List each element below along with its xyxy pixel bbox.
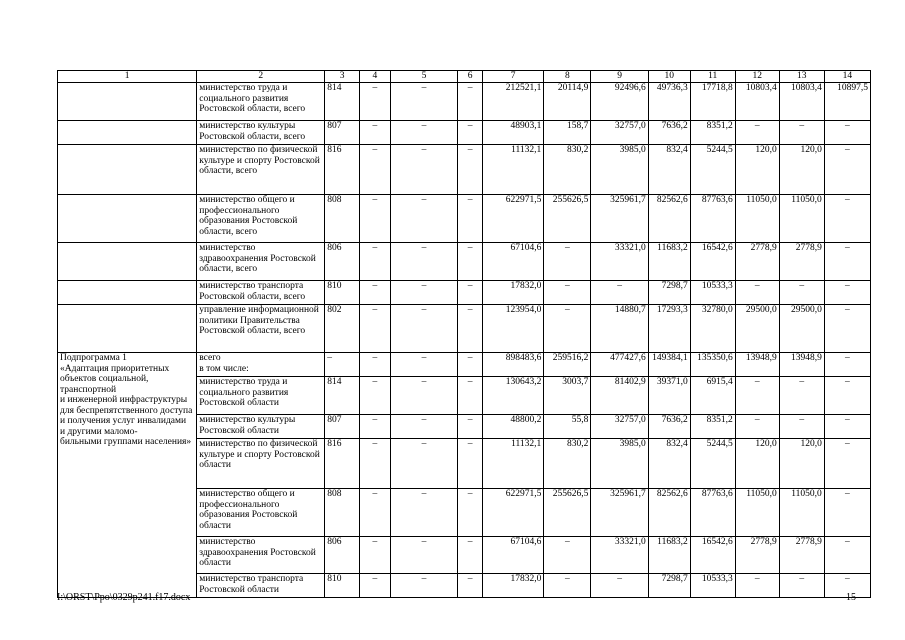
table-row	[58, 243, 871, 281]
value-cell: 149384,1	[648, 353, 690, 377]
recipient-cell: министерство здравоохранения Ростовской области, всего	[197, 243, 325, 281]
value-cell: –	[544, 243, 591, 281]
value-cell: –	[824, 415, 870, 439]
value-cell: –	[360, 377, 391, 415]
value-cell: 8351,2	[690, 121, 735, 145]
value-cell: 135350,6	[690, 353, 735, 377]
recipient-cell: министерство по физической культуре и спорту Ростовской области	[197, 439, 325, 489]
value-cell: –	[779, 377, 824, 415]
value-cell: 814	[325, 377, 360, 415]
value-cell: 48903,1	[482, 121, 543, 145]
value-cell: –	[390, 377, 458, 415]
value-cell: –	[824, 574, 870, 598]
value-cell: 49736,3	[648, 83, 690, 121]
value-cell: –	[360, 243, 391, 281]
value-cell: –	[360, 145, 391, 195]
value-cell: 11683,2	[648, 243, 690, 281]
value-cell: 10533,3	[690, 281, 735, 305]
value-cell: 10803,4	[779, 83, 824, 121]
value-cell: –	[390, 489, 458, 537]
empty-cell	[58, 83, 197, 121]
value-cell: 622971,5	[482, 195, 543, 243]
column-header: 6	[458, 71, 483, 83]
recipient-cell: министерство труда и социального развития Ростовской области	[197, 377, 325, 415]
value-cell: 11132,1	[482, 145, 543, 195]
value-cell: 5244,5	[690, 145, 735, 195]
page-number: 15	[846, 592, 856, 603]
value-cell: 212521,1	[482, 83, 543, 121]
recipient-cell: министерство культуры Ростовской области, всего	[197, 121, 325, 145]
value-cell: 11050,0	[779, 195, 824, 243]
value-cell: –	[390, 415, 458, 439]
value-cell: 832,4	[648, 145, 690, 195]
value-cell: 5244,5	[690, 439, 735, 489]
value-cell: 810	[325, 281, 360, 305]
table-row	[58, 83, 871, 121]
value-cell: –	[544, 537, 591, 574]
value-cell: –	[591, 281, 648, 305]
value-cell: 806	[325, 537, 360, 574]
column-header: 8	[544, 71, 591, 83]
value-cell: 67104,6	[482, 537, 543, 574]
column-header: 11	[690, 71, 735, 83]
value-cell: –	[360, 121, 391, 145]
column-header: 9	[591, 71, 648, 83]
value-cell: –	[824, 195, 870, 243]
value-cell: –	[390, 83, 458, 121]
value-cell: 16542,6	[690, 243, 735, 281]
value-cell: 808	[325, 489, 360, 537]
value-cell: –	[390, 537, 458, 574]
value-cell: 17293,3	[648, 305, 690, 353]
value-cell: –	[458, 574, 483, 598]
value-cell: 13948,9	[779, 353, 824, 377]
value-cell: 814	[325, 83, 360, 121]
value-cell: 48800,2	[482, 415, 543, 439]
recipient-cell: министерство общего и профессионального образования Ростовской области	[197, 489, 325, 537]
value-cell: –	[360, 305, 391, 353]
value-cell: 7298,7	[648, 574, 690, 598]
value-cell: –	[390, 305, 458, 353]
value-cell: –	[458, 353, 483, 377]
value-cell: –	[824, 243, 870, 281]
value-cell: –	[544, 305, 591, 353]
value-cell: 3985,0	[591, 439, 648, 489]
value-cell: –	[390, 574, 458, 598]
empty-cell	[58, 281, 197, 305]
value-cell: 10533,3	[690, 574, 735, 598]
value-cell: 807	[325, 121, 360, 145]
value-cell: 67104,6	[482, 243, 543, 281]
column-header: 7	[482, 71, 543, 83]
column-header: 12	[735, 71, 779, 83]
header-row	[58, 71, 871, 83]
value-cell: 17718,8	[690, 83, 735, 121]
value-cell: –	[390, 439, 458, 489]
value-cell: 55,8	[544, 415, 591, 439]
value-cell: –	[360, 537, 391, 574]
budget-table	[57, 70, 871, 598]
value-cell: –	[779, 281, 824, 305]
value-cell: 123954,0	[482, 305, 543, 353]
column-header: 13	[779, 71, 824, 83]
value-cell: 92496,6	[591, 83, 648, 121]
value-cell: –	[735, 574, 779, 598]
value-cell: –	[458, 489, 483, 537]
value-cell: –	[735, 281, 779, 305]
column-header: 2	[197, 71, 325, 83]
value-cell: 32757,0	[591, 121, 648, 145]
empty-cell	[58, 145, 197, 195]
value-cell: –	[824, 145, 870, 195]
table-row	[58, 195, 871, 243]
value-cell: –	[544, 281, 591, 305]
value-cell: –	[735, 121, 779, 145]
column-header: 10	[648, 71, 690, 83]
value-cell: –	[360, 439, 391, 489]
value-cell: –	[735, 377, 779, 415]
value-cell: 3003,7	[544, 377, 591, 415]
value-cell: 816	[325, 145, 360, 195]
value-cell: –	[360, 195, 391, 243]
value-cell: 20114,9	[544, 83, 591, 121]
value-cell: 11050,0	[735, 489, 779, 537]
value-cell: –	[824, 489, 870, 537]
value-cell: –	[390, 353, 458, 377]
value-cell: –	[390, 281, 458, 305]
value-cell: 7636,2	[648, 415, 690, 439]
value-cell: 11683,2	[648, 537, 690, 574]
value-cell: –	[390, 121, 458, 145]
value-cell: –	[360, 489, 391, 537]
column-header: 1	[58, 71, 197, 83]
value-cell: 158,7	[544, 121, 591, 145]
recipient-cell: управление информационной политики Правительства Ростовской области, всего	[197, 305, 325, 353]
value-cell: 806	[325, 243, 360, 281]
value-cell: –	[779, 574, 824, 598]
value-cell: –	[779, 121, 824, 145]
value-cell: –	[779, 415, 824, 439]
value-cell: –	[458, 145, 483, 195]
value-cell: 10897,5	[824, 83, 870, 121]
value-cell: 830,2	[544, 145, 591, 195]
value-cell: 32757,0	[591, 415, 648, 439]
value-cell: –	[390, 195, 458, 243]
table-row	[58, 281, 871, 305]
recipient-cell: всего в том числе:	[197, 353, 325, 377]
value-cell: –	[325, 353, 360, 377]
value-cell: 2778,9	[779, 243, 824, 281]
value-cell: 255626,5	[544, 489, 591, 537]
value-cell: –	[360, 83, 391, 121]
column-header: 14	[824, 71, 870, 83]
value-cell: 120,0	[779, 145, 824, 195]
column-header: 3	[325, 71, 360, 83]
value-cell: 816	[325, 439, 360, 489]
value-cell: –	[824, 377, 870, 415]
value-cell: 32780,0	[690, 305, 735, 353]
value-cell: –	[458, 537, 483, 574]
value-cell: –	[458, 281, 483, 305]
value-cell: 82562,6	[648, 489, 690, 537]
empty-cell	[58, 195, 197, 243]
value-cell: 2778,9	[735, 537, 779, 574]
value-cell: 810	[325, 574, 360, 598]
value-cell: 10803,4	[735, 83, 779, 121]
value-cell: –	[458, 195, 483, 243]
file-path: I:\ORST\Ppo\0329p241.f17.docx	[57, 592, 191, 603]
recipient-cell: министерство здравоохранения Ростовской области	[197, 537, 325, 574]
value-cell: –	[735, 415, 779, 439]
table-row	[58, 353, 871, 377]
value-cell: 11050,0	[779, 489, 824, 537]
value-cell: 259516,2	[544, 353, 591, 377]
value-cell: 3985,0	[591, 145, 648, 195]
value-cell: 11050,0	[735, 195, 779, 243]
value-cell: –	[458, 415, 483, 439]
value-cell: 81402,9	[591, 377, 648, 415]
value-cell: 130643,2	[482, 377, 543, 415]
value-cell: 7636,2	[648, 121, 690, 145]
value-cell: 325961,7	[591, 489, 648, 537]
recipient-cell: министерство общего и профессионального образования Ростовской области, всего	[197, 195, 325, 243]
value-cell: 11132,1	[482, 439, 543, 489]
value-cell: –	[458, 305, 483, 353]
value-cell: 16542,6	[690, 537, 735, 574]
value-cell: –	[824, 281, 870, 305]
value-cell: 14880,7	[591, 305, 648, 353]
value-cell: –	[824, 537, 870, 574]
empty-cell	[58, 305, 197, 353]
value-cell: 17832,0	[482, 574, 543, 598]
value-cell: –	[458, 83, 483, 121]
value-cell: 477427,6	[591, 353, 648, 377]
value-cell: –	[390, 243, 458, 281]
table-row	[58, 305, 871, 353]
value-cell: 325961,7	[591, 195, 648, 243]
empty-cell	[58, 121, 197, 145]
value-cell: 830,2	[544, 439, 591, 489]
table-row	[58, 121, 871, 145]
value-cell: –	[458, 377, 483, 415]
value-cell: 2778,9	[735, 243, 779, 281]
value-cell: 807	[325, 415, 360, 439]
value-cell: 2778,9	[779, 537, 824, 574]
value-cell: 29500,0	[735, 305, 779, 353]
table-body	[58, 71, 871, 598]
column-header: 4	[360, 71, 391, 83]
value-cell: –	[458, 243, 483, 281]
value-cell: 7298,7	[648, 281, 690, 305]
value-cell: 87763,6	[690, 195, 735, 243]
value-cell: 120,0	[735, 145, 779, 195]
value-cell: 33321,0	[591, 537, 648, 574]
value-cell: 120,0	[779, 439, 824, 489]
value-cell: 832,4	[648, 439, 690, 489]
value-cell: 87763,6	[690, 489, 735, 537]
value-cell: –	[458, 439, 483, 489]
value-cell: –	[544, 574, 591, 598]
recipient-cell: министерство транспорта Ростовской области, всего	[197, 281, 325, 305]
recipient-cell: министерство по физической культуре и спорту Ростовской области, всего	[197, 145, 325, 195]
recipient-cell: министерство транспорта Ростовской области	[197, 574, 325, 598]
value-cell: –	[360, 415, 391, 439]
recipient-cell: министерство культуры Ростовской области	[197, 415, 325, 439]
value-cell: 622971,5	[482, 489, 543, 537]
value-cell: –	[390, 145, 458, 195]
program-label: Подпрограмма 1 «Адаптация приоритетных объектов социальной, транспортной и инженерной инфраструктуры для беспрепятственного доступа и получения услуг инвалидами и другими маломо- бильными группами населения»	[58, 353, 197, 598]
value-cell: 39371,0	[648, 377, 690, 415]
value-cell: –	[591, 574, 648, 598]
value-cell: –	[360, 353, 391, 377]
value-cell: 808	[325, 195, 360, 243]
value-cell: 255626,5	[544, 195, 591, 243]
column-header: 5	[390, 71, 458, 83]
value-cell: 33321,0	[591, 243, 648, 281]
value-cell: –	[360, 574, 391, 598]
empty-cell	[58, 243, 197, 281]
value-cell: –	[458, 121, 483, 145]
value-cell: –	[824, 305, 870, 353]
value-cell: 13948,9	[735, 353, 779, 377]
recipient-cell: министерство труда и социального развития Ростовской области, всего	[197, 83, 325, 121]
value-cell: 82562,6	[648, 195, 690, 243]
value-cell: 8351,2	[690, 415, 735, 439]
value-cell: 29500,0	[779, 305, 824, 353]
value-cell: –	[824, 121, 870, 145]
value-cell: 17832,0	[482, 281, 543, 305]
value-cell: –	[824, 439, 870, 489]
value-cell: –	[360, 281, 391, 305]
value-cell: 802	[325, 305, 360, 353]
value-cell: 898483,6	[482, 353, 543, 377]
value-cell: –	[824, 353, 870, 377]
value-cell: 6915,4	[690, 377, 735, 415]
value-cell: 120,0	[735, 439, 779, 489]
table-row	[58, 145, 871, 195]
